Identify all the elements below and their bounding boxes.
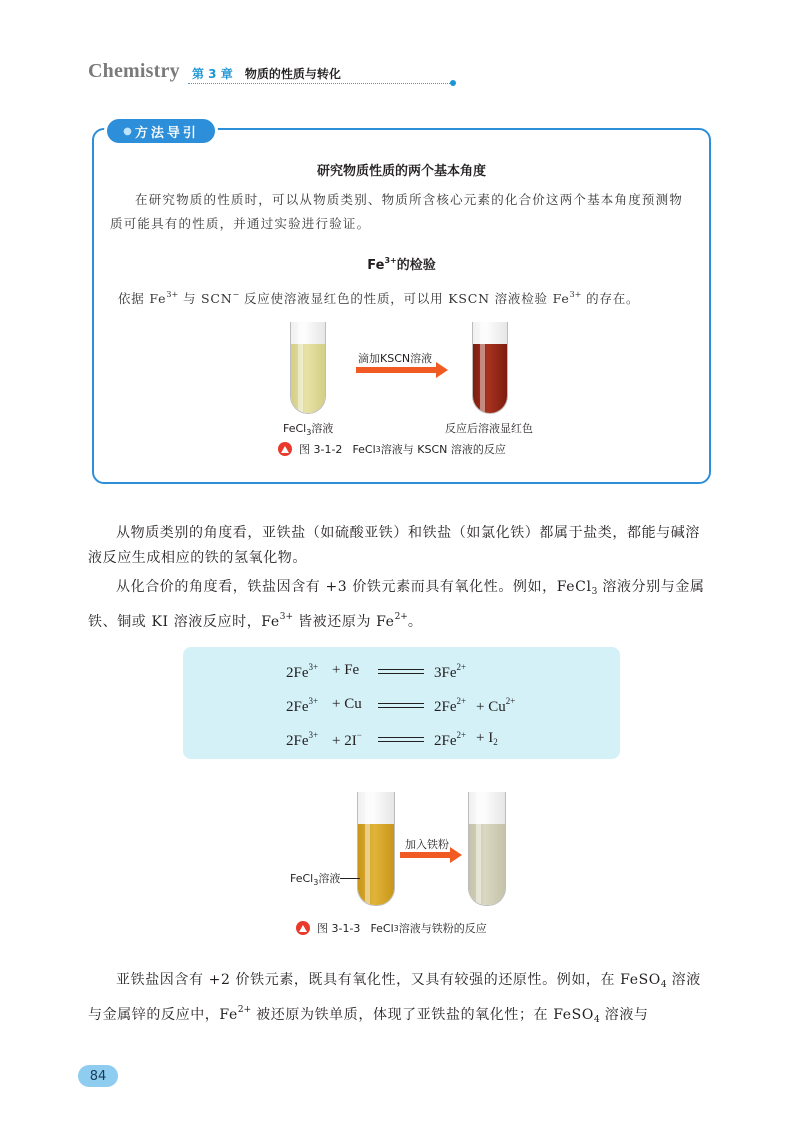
tube-shine bbox=[480, 322, 485, 413]
reaction-arrow-2 bbox=[400, 852, 462, 858]
text-seg: 溶液与金属锌的反应中，Fe bbox=[88, 972, 701, 1023]
method-guide-tag bbox=[107, 119, 215, 143]
fecl3-liquid bbox=[291, 344, 325, 413]
caption-number: 图 3-1-3 bbox=[317, 922, 361, 935]
triangle-icon bbox=[278, 442, 292, 456]
fecl3-label-2 bbox=[290, 870, 340, 887]
eq-left: $2Fe^{3+}$ bbox=[286, 696, 319, 715]
eq-left-2: + 2I− bbox=[332, 730, 362, 749]
text-sup: 2+ bbox=[237, 1005, 252, 1015]
label-seg: 溶液 bbox=[311, 422, 334, 435]
figure-caption-1 bbox=[278, 441, 506, 457]
text-seg: 亚铁盐因含有 +2 价铁元素，既具有氧化性，又具有较强的还原性。例如，在 FeSO bbox=[116, 972, 661, 988]
tube-shine bbox=[365, 792, 370, 905]
fecl3-label bbox=[283, 420, 333, 437]
equation-1 bbox=[286, 662, 586, 682]
bullet-icon: ● bbox=[123, 125, 132, 137]
text-seg: 溶液与 bbox=[599, 1007, 649, 1023]
header-dot bbox=[450, 80, 456, 86]
equals-sign bbox=[378, 703, 424, 708]
eq-right-2: + $Cu^{2+}$ bbox=[476, 696, 516, 715]
text-seg: 皆被还原为 Fe bbox=[293, 614, 395, 630]
book-brand: Chemistry bbox=[88, 60, 180, 82]
triangle-icon bbox=[296, 921, 310, 935]
method-text-2 bbox=[110, 283, 695, 311]
text-seg: 与 SCN bbox=[178, 291, 233, 306]
text-sub: 4 bbox=[660, 980, 667, 990]
label-seg: FeCl bbox=[290, 872, 314, 885]
body-paragraph-3 bbox=[88, 968, 714, 1033]
eq-left-2: + Fe bbox=[332, 662, 360, 678]
text-seg: 依据 Fe bbox=[118, 291, 167, 306]
charge-sup: − bbox=[232, 290, 240, 299]
fecl3-tube-2 bbox=[357, 792, 395, 906]
arrow-head-icon bbox=[450, 847, 462, 863]
chapter-number: 第 3 章 bbox=[192, 67, 233, 81]
figure-caption-2 bbox=[296, 920, 487, 936]
label-seg: FeCl bbox=[283, 422, 307, 435]
label-leader-line bbox=[340, 878, 360, 879]
equation-3 bbox=[286, 730, 586, 750]
header-rule bbox=[188, 83, 450, 84]
method-title-2 bbox=[92, 254, 711, 273]
chapter-heading bbox=[192, 65, 341, 82]
arrow-label-kscn: 滴加KSCN溶液 bbox=[358, 352, 433, 365]
yellow-liquid bbox=[358, 824, 394, 905]
pale-liquid bbox=[469, 824, 505, 905]
reaction-arrow-1 bbox=[356, 367, 448, 373]
fecl3-tube bbox=[290, 322, 326, 414]
arrow-label-iron: 加入铁粉 bbox=[405, 838, 449, 851]
eq-right-2: + $I_2$ bbox=[476, 730, 498, 747]
equals-sign bbox=[378, 737, 424, 742]
method-text-1: 在研究物质的性质时，可以从物质类别、物质所含核心元素的化合价这两个基本角度预测物质可能具有的性质，并通过实验进行验证。 bbox=[110, 192, 684, 231]
arrow-shaft bbox=[356, 367, 438, 373]
caption-seg: FeCl bbox=[352, 442, 376, 456]
caption-sub: 3 bbox=[393, 923, 399, 933]
title-test: 的检验 bbox=[396, 258, 436, 273]
equals-sign bbox=[378, 669, 424, 674]
eq-left: $2Fe^{3+}$ bbox=[286, 662, 319, 681]
method-title-1: 研究物质性质的两个基本角度 bbox=[316, 164, 486, 179]
text-sup: 3+ bbox=[279, 612, 294, 622]
caption-number: 图 3-1-2 bbox=[299, 443, 343, 456]
eq-right: $3Fe^{2+}$ bbox=[434, 662, 467, 681]
label-sub: 3 bbox=[313, 878, 319, 887]
eq-right: $2Fe^{2+}$ bbox=[434, 730, 467, 749]
chapter-title: 物质的性质与转化 bbox=[244, 67, 341, 81]
body-paragraph-2 bbox=[88, 575, 714, 635]
body-paragraph-1 bbox=[88, 521, 714, 571]
caption-seg: FeCl bbox=[370, 921, 394, 935]
paragraph-text bbox=[88, 968, 714, 1033]
text-seg: 的存在。 bbox=[581, 291, 640, 306]
method-paragraph-1 bbox=[110, 188, 695, 236]
title-fe: Fe bbox=[367, 258, 385, 273]
method-paragraph-2 bbox=[110, 283, 695, 311]
text-seg: 被还原为铁单质，体现了亚铁盐的氧化性；在 FeSO bbox=[251, 1007, 594, 1023]
method-guide-label: 方法导引 bbox=[134, 125, 199, 141]
page-header bbox=[88, 60, 388, 88]
paragraph-text bbox=[88, 575, 714, 635]
caption-seg: 溶液与 KSCN 溶液的反应 bbox=[380, 443, 506, 456]
page-number: 84 bbox=[78, 1065, 118, 1087]
red-solution-label: 反应后溶液显红色 bbox=[445, 422, 533, 435]
equation-2 bbox=[286, 696, 586, 716]
paragraph-text: 从物质类别的角度看，亚铁盐（如硫酸亚铁）和铁盐（如氯化铁）都属于盐类，都能与碱溶液反应生成相应的铁的氢氧化物。 bbox=[88, 525, 700, 566]
tube-shine bbox=[476, 792, 481, 905]
eq-left-2: + Cu bbox=[332, 696, 362, 712]
text-sup: 2+ bbox=[394, 612, 408, 622]
arrow-shaft bbox=[400, 852, 452, 858]
charge-sup: 3+ bbox=[166, 290, 179, 299]
red-liquid bbox=[473, 344, 507, 413]
label-sub: 3 bbox=[306, 428, 312, 437]
text-sub: 3 bbox=[591, 587, 598, 597]
text-seg: 。 bbox=[407, 614, 423, 630]
text-seg: 反应使溶液显红色的性质，可以用 KSCN 溶液检验 Fe bbox=[239, 291, 570, 306]
charge-sup: 3+ bbox=[569, 290, 582, 299]
red-solution-tube bbox=[472, 322, 508, 414]
text-seg: 从化合价的角度看，铁盐因含有 +3 价铁元素而具有氧化性。例如，FeCl bbox=[116, 579, 592, 595]
after-iron-tube bbox=[468, 792, 506, 906]
text-sub: 4 bbox=[593, 1015, 600, 1025]
caption-sub: 3 bbox=[375, 444, 381, 454]
eq-right: $2Fe^{2+}$ bbox=[434, 696, 467, 715]
eq-left: $2Fe^{3+}$ bbox=[286, 730, 319, 749]
text-seg: 溶液分别与金属铁、铜或 KI 溶液反应时，Fe bbox=[88, 579, 705, 630]
label-seg: 溶液 bbox=[318, 872, 341, 885]
arrow-head-icon bbox=[436, 362, 448, 378]
tube-shine bbox=[298, 322, 303, 413]
title-fe-charge: 3+ bbox=[384, 256, 397, 265]
caption-seg: 溶液与铁粉的反应 bbox=[398, 922, 487, 935]
